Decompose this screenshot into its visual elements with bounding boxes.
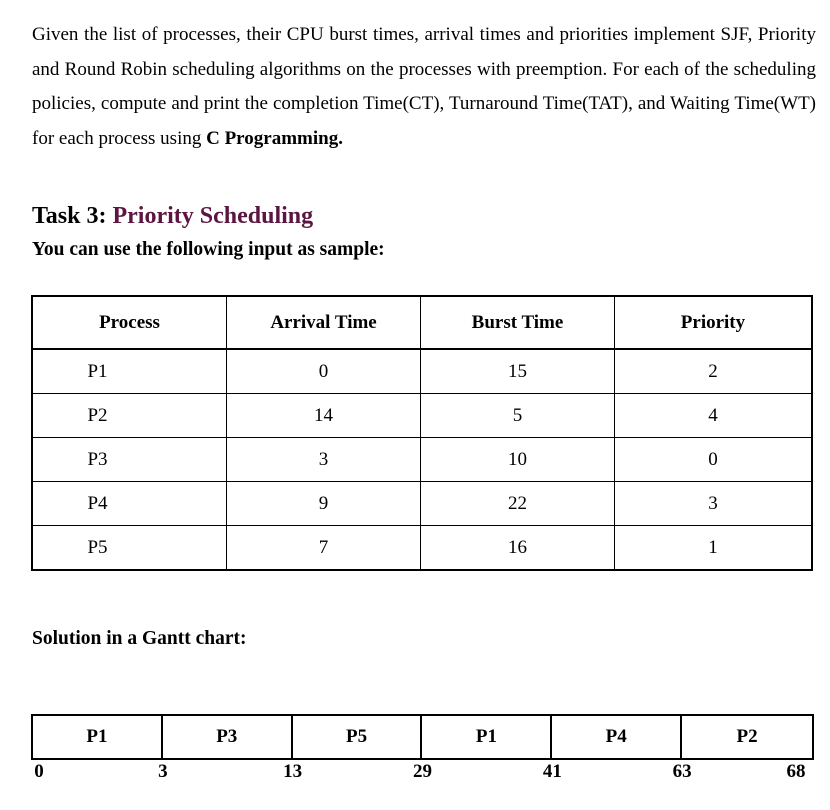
problem-statement: [32, 18, 816, 156]
gantt-tick-label: 41: [542, 761, 562, 782]
task-prefix: Task 3:: [32, 203, 113, 229]
cell-priority: 3: [615, 482, 811, 526]
table-row: [33, 438, 811, 482]
cell-priority: 1: [708, 536, 718, 558]
cell-process: [33, 394, 227, 438]
problem-language: C Programming.: [206, 127, 343, 149]
cell-process: [33, 526, 227, 569]
cell-priority: 2: [615, 350, 811, 394]
gantt-tick-label: 68: [786, 761, 806, 782]
gantt-tick-label: 3: [158, 761, 168, 782]
table-row: [33, 482, 811, 526]
gantt-chart: [31, 714, 814, 760]
table-header-row: [33, 297, 811, 350]
cell-arrival: 3: [227, 438, 421, 482]
process-name: P3: [87, 448, 108, 470]
process-name: P4: [87, 492, 108, 514]
task-heading: [32, 203, 313, 230]
header-arrival-time: Arrival Time: [227, 297, 421, 350]
cell-process: [33, 438, 227, 482]
gantt-segment-p3: P3: [163, 716, 293, 758]
gantt-segment-p5: P5: [293, 716, 423, 758]
cell-arrival: 0: [227, 350, 421, 394]
cell-priority: 0: [615, 438, 811, 482]
table-row: [33, 526, 811, 569]
gantt-tick-label: 0: [34, 761, 44, 782]
sample-heading: You can use the following input as sample:: [32, 239, 385, 260]
header-priority: Priority: [615, 297, 811, 350]
process-name: P5: [87, 536, 108, 558]
cell-process: [33, 482, 227, 526]
cell-burst: 15: [421, 350, 615, 394]
cell-burst: 16: [421, 526, 615, 569]
task-title: Priority Scheduling: [112, 203, 314, 229]
gantt-tick-label: 63: [672, 761, 692, 782]
table-row: [33, 350, 811, 394]
cell-arrival: 14: [227, 394, 421, 438]
process-name: P2: [87, 404, 108, 426]
gantt-segment-p1: P1: [422, 716, 552, 758]
header-process: Process: [33, 297, 227, 350]
cell-burst: 5: [421, 394, 615, 438]
problem-text: Given the list of processes, their CPU burst times, arrival times and priorities implement SJF, Priority and Round Robin scheduling algorithms on the processes with preemption. For each of the scheduling policies, compute and print the completion Time(CT), Turnaround Time(TAT), and Waiting Time(WT) for each process using: [32, 24, 816, 149]
cell-process: [33, 350, 227, 394]
gantt-segment-p2: P2: [736, 726, 758, 747]
header-burst-time: Burst Time: [421, 297, 615, 350]
gantt-tick-label: 29: [413, 761, 432, 782]
gantt-tick-label: 13: [283, 761, 303, 782]
cell-arrival: 7: [227, 526, 421, 569]
cell-arrival: 9: [227, 482, 421, 526]
gantt-segment-p1: P1: [33, 716, 163, 758]
cell-priority: 4: [615, 394, 811, 438]
cell-burst: 10: [421, 438, 615, 482]
gantt-segment-p4: P4: [552, 716, 682, 758]
table-row: [33, 394, 811, 438]
gantt-title: Solution in a Gantt chart:: [32, 628, 247, 649]
process-name: P1: [87, 360, 108, 382]
process-table: [31, 295, 813, 571]
cell-burst: 22: [421, 482, 615, 526]
